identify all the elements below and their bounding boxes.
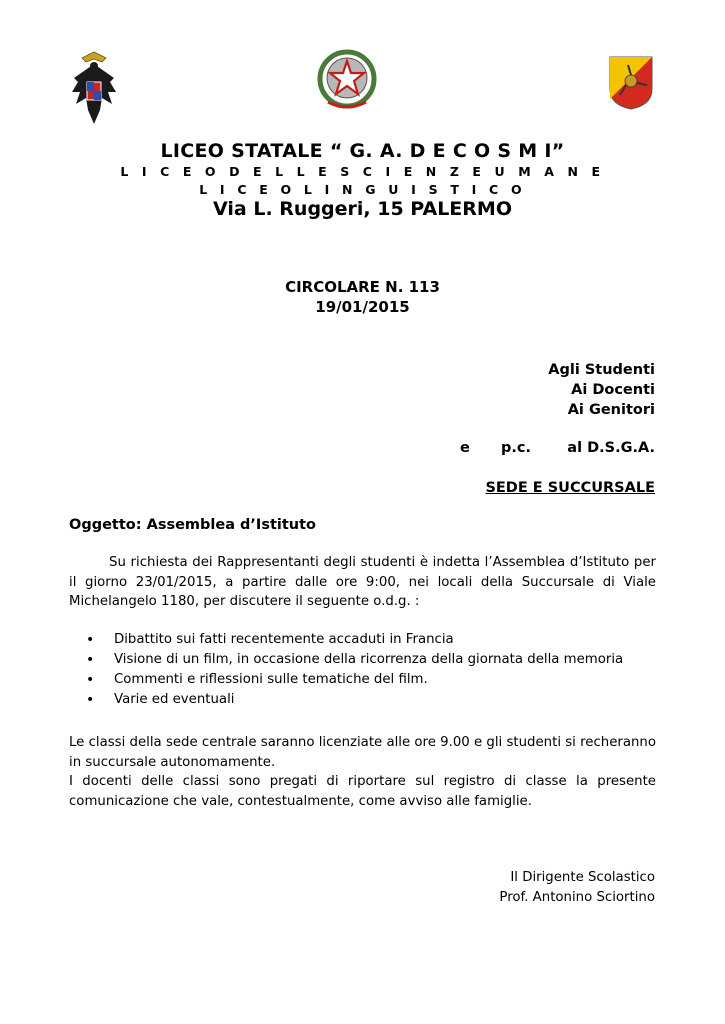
body-paragraph-2b: I docenti delle classi sono pregati di riportare sul registro di classe la presente comunicazione che vale, contestualmente, come avviso alle famiglie. (69, 774, 656, 809)
signature-block (499, 868, 655, 907)
body-paragraph-2a: Le classi della sede centrale saranno licenziate alle ore 9.00 e gli studenti si recheranno in succursale autonomamente. (69, 735, 656, 770)
recipient-teachers: Ai Docenti (571, 382, 655, 398)
sede-label: SEDE E SUCCURSALE (485, 480, 655, 496)
pc-e: e (460, 440, 470, 456)
sicily-region-shield-logo (608, 55, 654, 111)
school-subtitle-linguistico: L I C E O L I N G U I S T I C O (199, 182, 526, 197)
list-item: • Commenti e riflessioni sulle tematiche del film. (86, 670, 623, 690)
recipient-students: Agli Studenti (548, 362, 655, 378)
circular-number: CIRCOLARE N. 113 (285, 278, 440, 296)
body-paragraph-2 (69, 733, 656, 811)
province-eagle-crest-logo (68, 48, 120, 130)
italian-republic-emblem-logo (316, 48, 378, 114)
school-subtitle-scienze-umane: L I C E O D E L L E S C I E N Z E U M A N E (120, 164, 605, 179)
circular-date: 19/01/2015 (315, 298, 410, 316)
school-name: LICEO STATALE “ G. A. D E C O S M I” (160, 140, 565, 162)
signature-role: Il Dirigente Scolastico (510, 870, 655, 885)
list-item: • Dibattito sui fatti recentemente accaduti in Francia (86, 630, 623, 650)
body-paragraph-1-text: Su richiesta dei Rappresentanti degli studenti è indetta l’Assemblea d’Istituto per il giorno 23/01/2015, a partire dalle ore 9:00, nei locali della Succursale di Viale Michelangelo 1180, per discutere il seguente o.d.g. : (69, 555, 656, 609)
pc-label: p.c. (501, 440, 531, 456)
school-address: Via L. Ruggeri, 15 PALERMO (213, 198, 512, 220)
recipients-block (548, 360, 655, 420)
list-item: • Varie ed eventuali (86, 690, 623, 710)
agenda-list (86, 630, 623, 710)
body-paragraph-1 (69, 553, 656, 612)
signature-name: Prof. Antonino Sciortino (499, 889, 655, 905)
pc-recipient: al D.S.G.A. (567, 440, 655, 456)
subject-line: Oggetto: Assemblea d’Istituto (69, 517, 316, 533)
recipient-parents: Ai Genitori (567, 402, 655, 418)
list-item: • Visione di un film, in occasione della ricorrenza della giornata della memoria (86, 650, 623, 670)
